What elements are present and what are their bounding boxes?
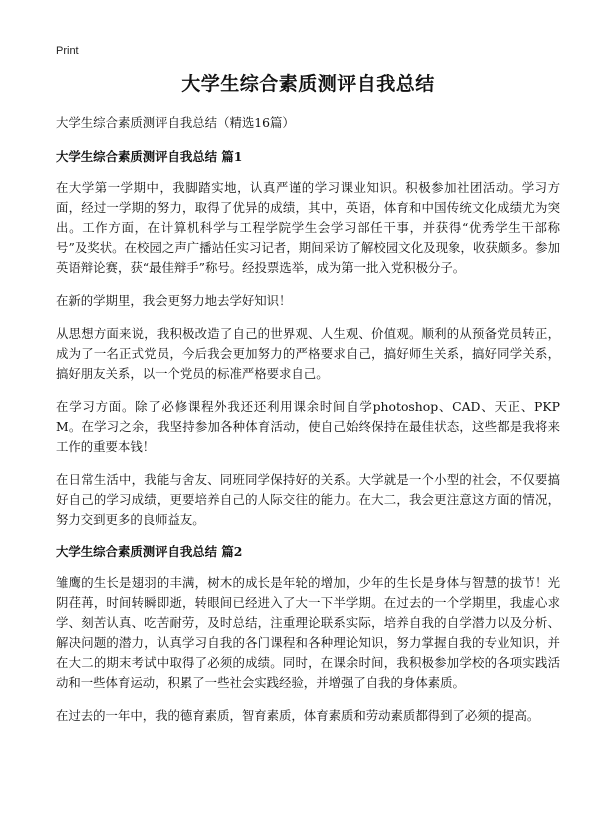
section-1: [56, 148, 560, 530]
paragraph: 从思想方面来说，我积极改造了自己的世界观、人生观、价值观。顺利的从预备党员转正，成为了一名正式党员，今后我会更加努力的严格要求自己，搞好师生关系，搞好同学关系，搞好朋友关系，以一个党员的标准严格要求自己。: [56, 326, 560, 381]
section-heading: 大学生综合素质测评自我总结 篇1: [56, 149, 243, 164]
paragraph: 在新的学期里，我会更努力地去学好知识！: [56, 293, 292, 308]
paragraph: 在大学第一学期中，我脚踏实地，认真严谨的学习课业知识。积极参加社团活动。学习方面，经过一学期的努力，取得了优异的成绩，其中，英语，体育和中国传统文化成绩尤为突出。工作方面，在计算机科学与工程学院学生会学习部任干事，并获得“优秀学生干部称号”及奖状。在校园之声广播站任实习记者，期间采访了解校园文化及现象，收获颇多。参加英语辩论赛，获“最佳辩手”称号。经投票选举，成为第一批入党积极分子。: [56, 180, 560, 275]
section-2: [56, 543, 560, 726]
paragraph: 在过去的一年中，我的德育素质，智育素质，体育素质和劳动素质都得到了必须的提高。: [56, 708, 540, 723]
paragraph: 在日常生活中，我能与舍友、同班同学保持好的关系。大学就是一个小型的社会，不仅要搞好自己的学习成绩，更要培养自己的人际交往的能力。在大二，我会更注意这方面的情况，努力交到更多的良师益友。: [56, 472, 560, 527]
paragraph: 雏鹰的生长是翅羽的丰满，树木的成长是年轮的增加，少年的生长是身体与智慧的拔节！光阴荏苒，时间转瞬即逝，转眼间已经进入了大一下半学期。在过去的一个学期里，我虚心求学、刻苦认真、吃苦耐劳，及时总结，注重理论联系实际，培养自我的自学潜力以及分析、解决问题的潜力，认真学习自我的各门课程和各种理论知识，努力掌握自我的专业知识，并在大二的期末考试中取得了必须的成绩。同时，在课余时间，我积极参加学校的各项实践活动和一些体育运动，积累了一些社会实践经验，并增强了自我的身体素质。: [56, 575, 560, 690]
document-subtitle: 大学生综合素质测评自我总结（精选16篇）: [56, 115, 295, 130]
section-heading: 大学生综合素质测评自我总结 篇2: [56, 544, 243, 559]
print-label[interactable]: Print: [56, 45, 79, 57]
paragraph: 在学习方面。除了必修课程外我还还利用课余时间自学photoshop、CAD、天正、PKPM。在学习之余，我坚持参加各种体育活动，使自己始终保持在最佳状态，这些都是我将来工作的重要本钱！: [56, 399, 560, 454]
document-title: 大学生综合素质测评自我总结: [181, 73, 435, 95]
